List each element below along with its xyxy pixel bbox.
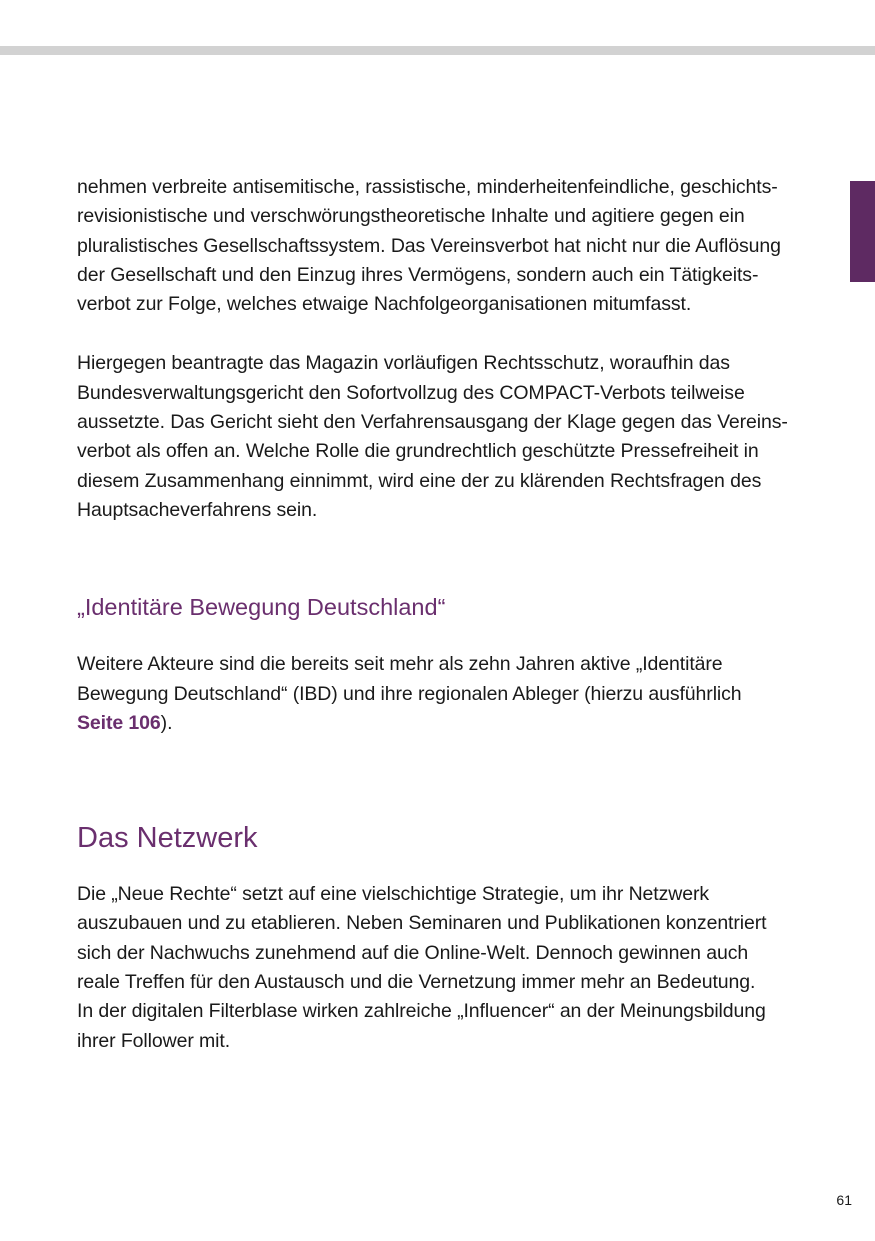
page-content (77, 173, 797, 1056)
paragraph-line: ihrer Follower mit. (77, 1029, 231, 1052)
paragraph-line: sich der Nachwuchs zunehmend auf die Online-Welt. Dennoch gewinnen auch (77, 941, 749, 964)
paragraph-line: auszubauen und zu etablieren. Neben Seminaren und Publikationen konzentriert (77, 912, 767, 935)
paragraph-line: In der digitalen Filterblase wirken zahlreiche „Influencer“ an der Meinungsbildung (77, 1000, 766, 1023)
chapter-marker-tab (850, 181, 875, 282)
paragraph-line: revisionistische und verschwörungstheoretische Inhalte und agitiere gegen ein (77, 205, 745, 228)
paragraph-3 (77, 650, 797, 738)
paragraph-2 (77, 349, 797, 525)
paragraph-line: diesem Zusammenhang einnimmt, wird eine der zu klärenden Rechtsfragen des (77, 469, 762, 492)
paragraph-line: verbot zur Folge, welches etwaige Nachfolgeorganisationen mitumfasst. (77, 293, 692, 316)
paragraph-line: Hiergegen beantragte das Magazin vorläufigen Rechtsschutz, woraufhin das (77, 352, 730, 375)
paragraph-line: Bewegung Deutschland“ (IBD) und ihre regionalen Ableger (hierzu ausführlich (77, 682, 742, 705)
paragraph-line-with-link (77, 709, 797, 738)
page-reference-link[interactable]: Seite 106 (77, 711, 161, 734)
top-rule (0, 46, 875, 55)
paragraph-line: reale Treffen für den Austausch und die Vernetzung immer mehr an Bedeutung. (77, 971, 756, 994)
paragraph-line: Hauptsacheverfahrens sein. (77, 498, 318, 521)
paragraph-line: der Gesellschaft und den Einzug ihres Vermögens, sondern auch ein Tätigkeits- (77, 263, 759, 286)
paragraph-line: verbot als offen an. Welche Rolle die grundrechtlich geschützte Pressefreiheit in (77, 440, 759, 463)
page-number: 61 (836, 1192, 852, 1208)
paragraph-line: nehmen verbreite antisemitische, rassistische, minderheitenfeindliche, geschichts- (77, 176, 778, 198)
paragraph-line: Weitere Akteure sind die bereits seit mehr als zehn Jahren aktive „Identitäre (77, 653, 723, 676)
section-heading: Das Netzwerk (77, 822, 258, 855)
section-subheading: „Identitäre Bewegung Deutschland“ (77, 594, 446, 621)
link-trailing-text: ). (160, 711, 173, 734)
paragraph-line: aussetzte. Das Gericht sieht den Verfahrensausgang der Klage gegen das Vereins- (77, 411, 788, 434)
paragraph-line: pluralistisches Gesellschaftssystem. Das Vereinsverbot hat nicht nur die Auflösung (77, 234, 781, 257)
paragraph-line: Die „Neue Rechte“ setzt auf eine vielschichtige Strategie, um ihr Netzwerk (77, 883, 710, 906)
paragraph-line: Bundesverwaltungsgericht den Sofortvollzug des COMPACT-Verbots teilweise (77, 381, 745, 404)
paragraph-1 (77, 173, 797, 319)
paragraph-4 (77, 880, 797, 1056)
